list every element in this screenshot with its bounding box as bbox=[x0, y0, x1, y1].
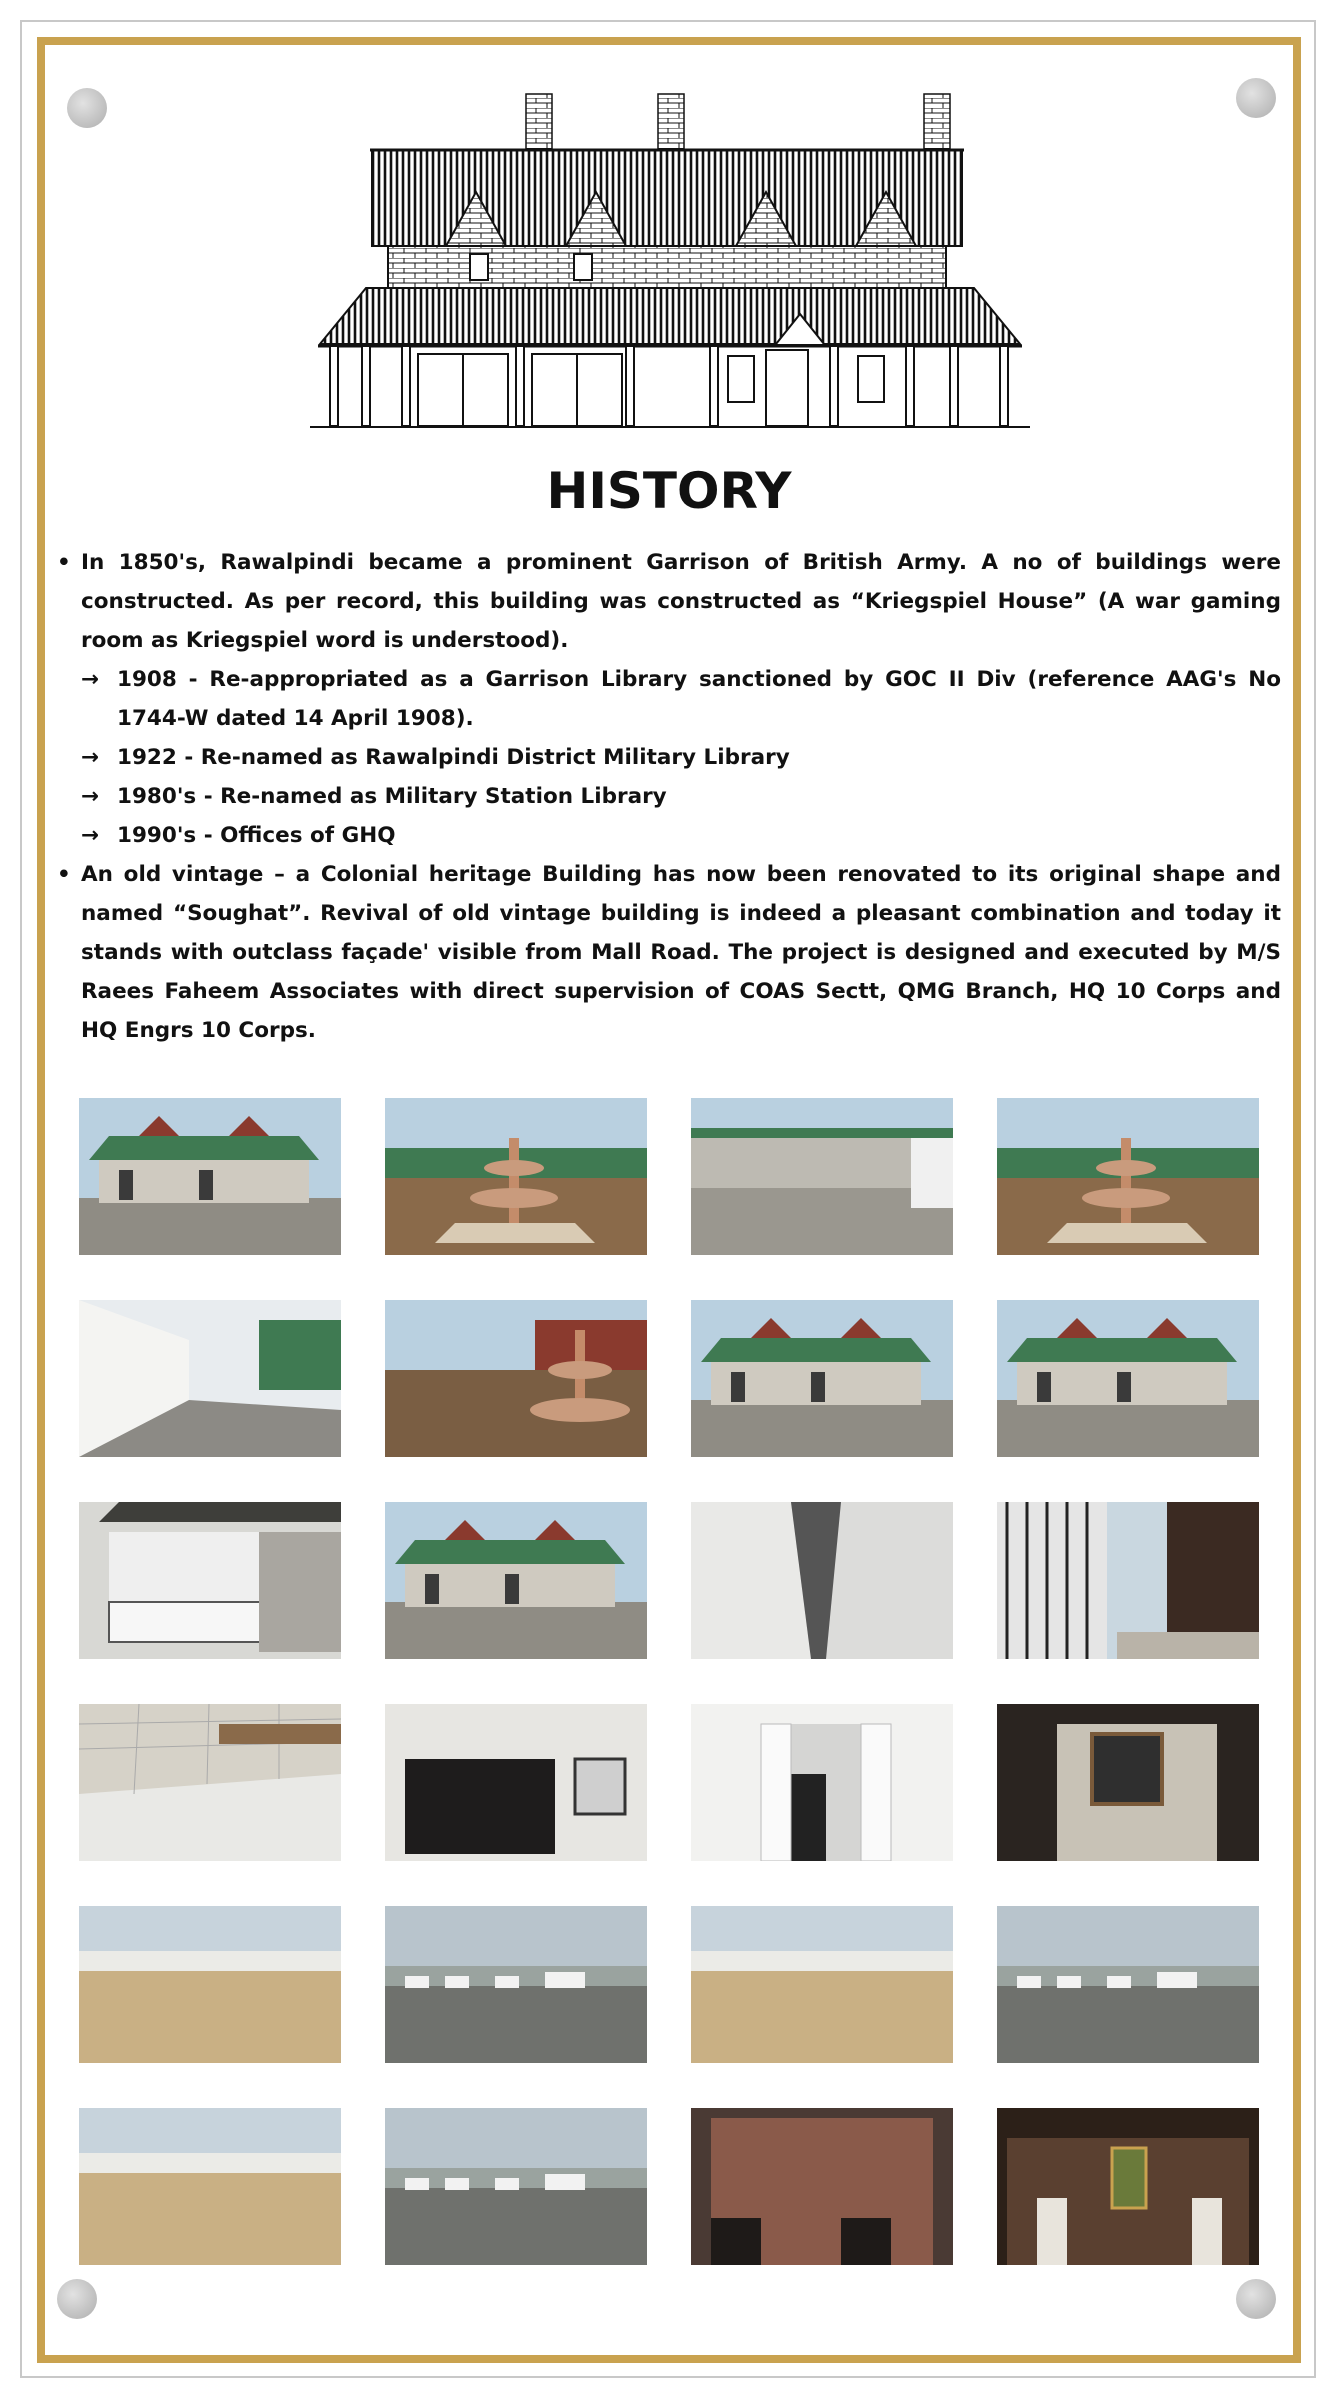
photo-building-exterior bbox=[79, 1098, 341, 1255]
bullet-text: In 1850's, Rawalpindi became a prominent Garrison of British Army. A no of buildings were constructed. As per record, this building was constructed as “Kriegspiel House” (A war gaming room as Kriegspiel word is understood). bbox=[81, 550, 1281, 653]
photo-hall-interior bbox=[997, 2108, 1259, 2265]
arrow-icon: → bbox=[81, 784, 100, 809]
bullet-paragraph-2 bbox=[55, 855, 1281, 1050]
screw-bottom-right bbox=[1236, 2279, 1276, 2319]
photo-narrow-passage bbox=[691, 1502, 953, 1659]
screw-top-right bbox=[1236, 78, 1276, 118]
photo-gallery bbox=[79, 1098, 1259, 2270]
photo-interior-window bbox=[997, 1704, 1259, 1861]
photo-parking-lot bbox=[385, 1906, 647, 2063]
page-title: HISTORY bbox=[546, 462, 792, 520]
bullet-paragraph-1 bbox=[55, 543, 1281, 660]
photo-building-exterior bbox=[385, 1502, 647, 1659]
bullet-glyph: • bbox=[57, 862, 71, 887]
photo-courtyard-fountain bbox=[997, 1098, 1259, 1255]
photo-open-ground bbox=[691, 1906, 953, 2063]
photo-courtyard bbox=[691, 1098, 953, 1255]
photo-brick-interior bbox=[691, 2108, 953, 2265]
screw-top-left bbox=[67, 88, 107, 128]
photo-parking-lot bbox=[997, 1906, 1259, 2063]
bullet-glyph: • bbox=[57, 550, 71, 575]
timeline-list bbox=[55, 660, 1281, 855]
screw-bottom-left bbox=[57, 2279, 97, 2319]
timeline-item-1980s bbox=[55, 777, 1281, 816]
photo-interior-doors bbox=[691, 1704, 953, 1861]
photo-courtyard-fountain bbox=[385, 1098, 647, 1255]
timeline-item-1922 bbox=[55, 738, 1281, 777]
timeline-text: 1922 - Re-named as Rawalpindi District Military Library bbox=[117, 745, 790, 770]
photo-side-lane bbox=[79, 1300, 341, 1457]
photo-open-ground bbox=[79, 2108, 341, 2265]
arrow-icon: → bbox=[81, 745, 100, 770]
history-text bbox=[55, 543, 1281, 1050]
photo-fountain-closeup bbox=[385, 1300, 647, 1457]
timeline-item-1990s bbox=[55, 816, 1281, 855]
photo-veranda bbox=[79, 1502, 341, 1659]
photo-parking-lot bbox=[385, 2108, 647, 2265]
photo-building-exterior bbox=[997, 1300, 1259, 1457]
photo-fenced-veranda bbox=[997, 1502, 1259, 1659]
photo-building-exterior bbox=[691, 1300, 953, 1457]
arrow-icon: → bbox=[81, 667, 100, 692]
photo-interior-ceiling bbox=[79, 1704, 341, 1861]
photo-open-ground bbox=[79, 1906, 341, 2063]
photo-interior-dark-wall bbox=[385, 1704, 647, 1861]
timeline-item-1908 bbox=[55, 660, 1281, 738]
timeline-text: 1980's - Re-named as Military Station Library bbox=[117, 784, 667, 809]
building-illustration bbox=[310, 88, 1030, 430]
timeline-text: 1908 - Re-appropriated as a Garrison Library sanctioned by GOC II Div (reference AAG's No 1744-W dated 14 April 1908). bbox=[117, 667, 1281, 731]
bullet-text: An old vintage – a Colonial heritage Building has now been renovated to its original shape and named “Soughat”. Revival of old vintage building is indeed a pleasant combination and today it stands with outclass façade' visible from Mall Road. The project is designed and executed by M/S Raees Faheem Associates with direct supervision of COAS Sectt, QMG Branch, HQ 10 Corps and HQ Engrs 10 Corps. bbox=[81, 862, 1281, 1043]
timeline-text: 1990's - Offices of GHQ bbox=[117, 823, 396, 848]
arrow-icon: → bbox=[81, 823, 100, 848]
